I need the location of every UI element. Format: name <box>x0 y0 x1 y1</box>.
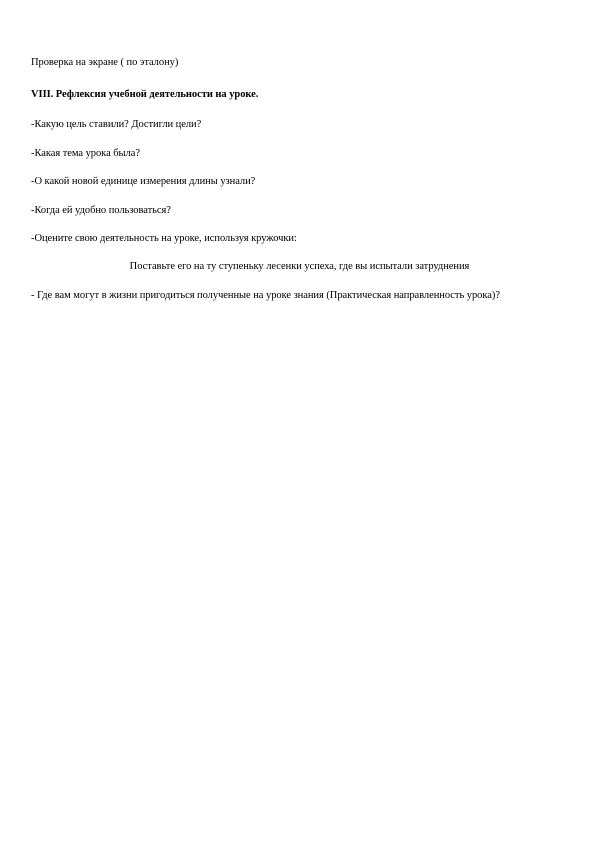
question-topic: -Какая тема урока была? <box>31 148 140 159</box>
question-when-convenient: -Когда ей удобно пользоваться? <box>31 205 171 216</box>
section-heading-reflection: VIII. Рефлексия учебной деятельности на уроке. <box>31 89 259 100</box>
ladder-of-success-instruction: Поставьте его на ту ступеньку лесенки успеха, где вы испытали затруднения <box>129 261 470 272</box>
question-goal: -Какую цель ставили? Достигли цели? <box>31 119 202 130</box>
self-assessment-instruction: -Оцените свою деятельность на уроке, используя кружочки: <box>31 233 297 244</box>
check-on-screen-line: Проверка на экране ( по эталону) <box>31 57 179 68</box>
question-new-unit: -О какой новой единице измерения длины узнали? <box>31 176 256 187</box>
question-practical-use: - Где вам могут в жизни пригодиться полученные на уроке знания (Практическая направленность урока)? <box>31 290 500 301</box>
